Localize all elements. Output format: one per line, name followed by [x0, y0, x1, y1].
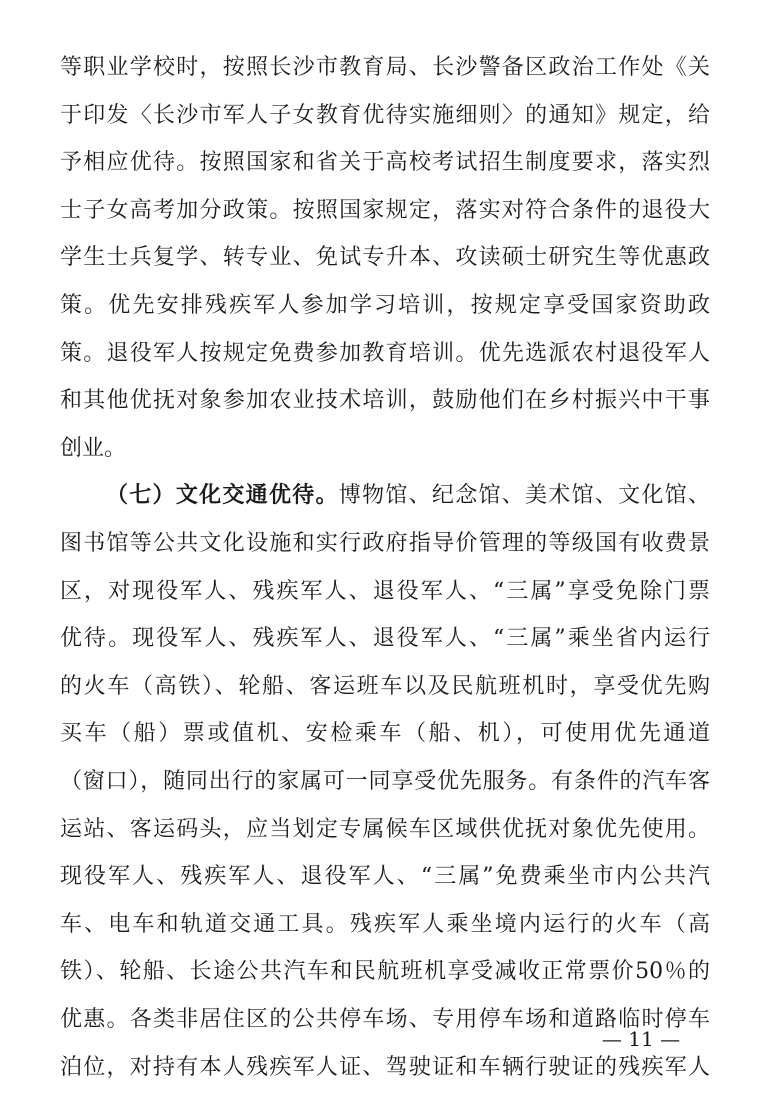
paragraph-line: 现役军人、残疾军人、退役军人、“三属”免费乘坐市内公共汽 [60, 864, 710, 890]
paragraph-line: 车、电车和轨道交通工具。残疾军人乘坐境内运行的火车（高 [60, 911, 710, 937]
paragraph-line: 优待。现役军人、残疾军人、退役军人、“三属”乘坐省内运行 [60, 626, 710, 652]
paragraph-line: 买车（船）票或值机、安检乘车（船、机），可使用优先通道 [60, 721, 710, 747]
paragraph-line: 和其他优抚对象参加农业技术培训，鼓励他们在乡村振兴中干事 [60, 388, 710, 414]
paragraph-line: 士子女高考加分政策。按照国家规定，落实对符合条件的退役大 [60, 197, 710, 223]
section-first-line [106, 476, 710, 516]
paragraph-line: 运站、客运码头，应当划定专属候车区域供优抚对象优先使用。 [60, 816, 710, 842]
paragraph-line: 创业。 [60, 435, 127, 461]
paragraph-line: 策。退役军人按规定免费参加教育培训。优先选派农村退役军人 [60, 340, 710, 366]
paragraph-line: 于印发〈长沙市军人子女教育优待实施细则〉的通知》规定，给 [60, 102, 710, 128]
paragraph-line: 学生士兵复学、转专业、免试专升本、攻读硕士研究生等优惠政 [60, 245, 710, 271]
paragraph-line: 图书馆等公共文化设施和实行政府指导价管理的等级国有收费景 [60, 531, 710, 556]
paragraph-line: 策。优先安排残疾军人参加学习培训，按规定享受国家资助政 [60, 293, 710, 318]
paragraph-line: 优惠。各类非居住区的公共停车场、专用停车场和道路临时停车 [60, 1007, 710, 1032]
paragraph-line: 予相应优待。按照国家和省关于高校考试招生制度要求，落实烈 [60, 150, 710, 176]
paragraph-line: 铁）、轮船、长途公共汽车和民航班机享受减收正常票价50％的 [60, 959, 710, 985]
paragraph-line: 泊位，对持有本人残疾军人证、驾驶证和车辆行驶证的残疾军人 [60, 1054, 710, 1080]
section-heading: （七）文化交通优待。 [106, 483, 339, 509]
page-number: — 11 — [601, 1027, 681, 1051]
paragraph-line: 区，对现役军人、残疾军人、退役军人、“三属”享受免除门票 [60, 578, 710, 604]
paragraph-line: （窗口），随同出行的家属可一同享受优先服务。有条件的汽车客 [60, 769, 710, 794]
paragraph-line: 的火车（高铁）、轮船、客运班车以及民航班机时，享受优先购 [60, 673, 710, 699]
section-first-line-text: 博物馆、纪念馆、美术馆、文化馆、 [338, 483, 710, 509]
paragraph-line: 等职业学校时，按照长沙市教育局、长沙警备区政治工作处《关 [60, 55, 710, 80]
